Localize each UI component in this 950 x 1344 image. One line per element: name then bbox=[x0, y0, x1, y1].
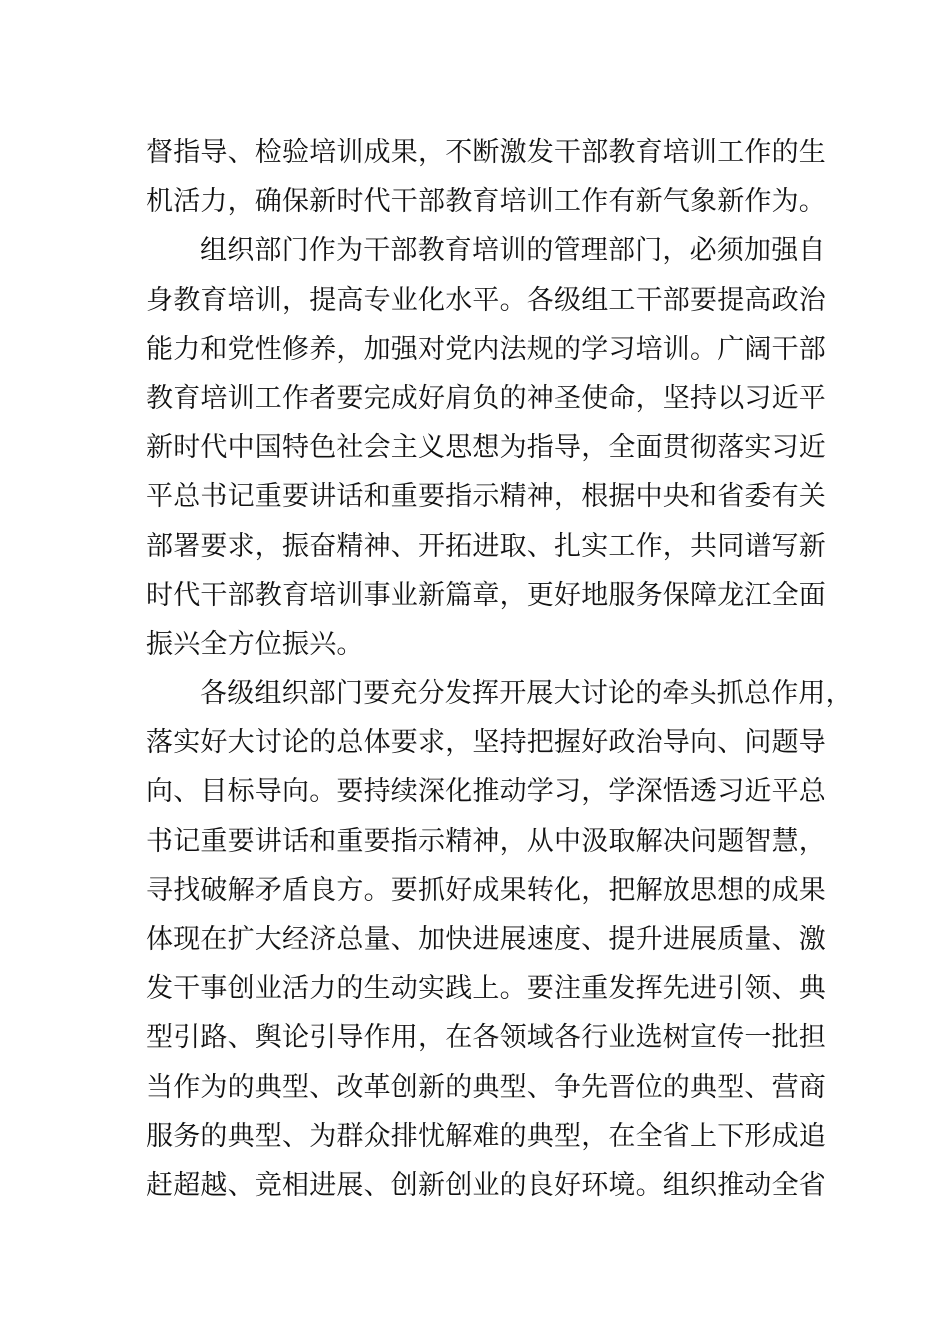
text-line: 平总书记重要讲话和重要指示精神，根据中央和省委有关 bbox=[146, 481, 826, 513]
text-line: 向、目标导向。要持续深化推动学习，学深悟透习近平总 bbox=[146, 776, 826, 808]
text-line: 体现在扩大经济总量、加快进展速度、提升进展质量、激 bbox=[146, 924, 826, 955]
text-line: 时代干部教育培训事业新篇章，更好地服务保障龙江全面 bbox=[146, 579, 826, 611]
text-line: 落实好大讨论的总体要求，坚持把握好政治导向、问题导 bbox=[146, 727, 826, 759]
text-line: 发干事创业活力的生动实践上。要注重发挥先进引领、典 bbox=[146, 973, 826, 1005]
text-line: 寻找破解矛盾良方。要抓好成果转化，把解放思想的成果 bbox=[146, 874, 826, 906]
text-line: 新时代中国特色社会主义思想为指导，全面贯彻落实习近 bbox=[146, 432, 826, 464]
text-line: 教育培训工作者要完成好肩负的神圣使命，坚持以习近平 bbox=[146, 382, 826, 414]
text-line: 书记重要讲话和重要指示精神，从中汲取解决问题智慧， bbox=[146, 825, 826, 857]
document-body-text bbox=[146, 128, 853, 1210]
paragraph-first-line: 组织部门作为干部教育培训的管理部门，必须加强自 bbox=[200, 235, 826, 267]
text-line: 部署要求，振奋精神、开拓进取、扎实工作，共同谱写新 bbox=[146, 530, 826, 562]
text-line: 督指导、检验培训成果，不断激发干部教育培训工作的生 bbox=[146, 137, 826, 168]
text-line: 身教育培训，提高专业化水平。各级组工干部要提高政治 bbox=[146, 284, 826, 316]
text-line: 服务的典型、为群众排忧解难的典型，在全省上下形成追 bbox=[146, 1120, 826, 1152]
text-line: 能力和党性修养，加强对党内法规的学习培训。广阔干部 bbox=[146, 333, 826, 365]
text-line: 机活力，确保新时代干部教育培训工作有新气象新作为。 bbox=[146, 186, 826, 218]
text-line: 当作为的典型、改革创新的典型、争先晋位的典型、营商 bbox=[146, 1071, 826, 1103]
paragraph-first-line: 各级组织部门要充分发挥开展大讨论的牵头抓总作用， bbox=[200, 678, 853, 710]
text-line: 振兴全方位振兴。 bbox=[146, 628, 364, 660]
text-line: 赶超越、竞相进展、创新创业的良好环境。组织推动全省 bbox=[146, 1169, 826, 1201]
text-line: 型引路、舆论引导作用，在各领域各行业选树宣传一批担 bbox=[146, 1022, 826, 1054]
